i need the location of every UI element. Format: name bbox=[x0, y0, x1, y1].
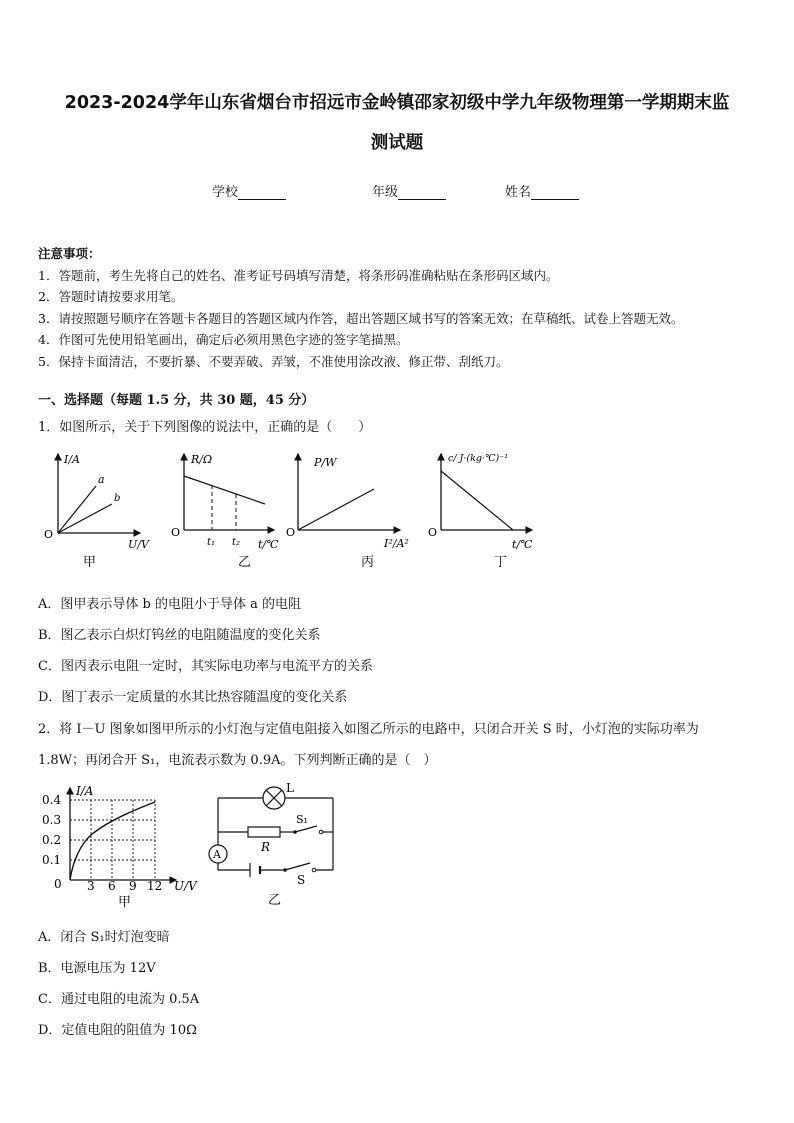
iu-ytick: 0.4 bbox=[42, 793, 62, 807]
ammeter-label: A bbox=[213, 848, 221, 861]
iu-xlabel: U/V bbox=[174, 879, 197, 893]
name-field[interactable] bbox=[505, 181, 579, 200]
resistor-symbol bbox=[248, 827, 280, 837]
q1-graphs bbox=[36, 446, 546, 576]
iu-grid bbox=[70, 800, 155, 880]
school-field[interactable] bbox=[212, 181, 286, 200]
bing-line bbox=[298, 489, 374, 530]
switch-s-label: S bbox=[297, 873, 306, 887]
iu-xtick: 12 bbox=[147, 879, 163, 893]
q1-option-b: B．图乙表示白炽灯钨丝的电阻随温度的变化关系 bbox=[38, 628, 321, 643]
graph-bing bbox=[286, 454, 409, 570]
note-item: 3．请按照题号顺序在答题卡各题目的答题区域内作答，超出答题区域书写的答案无效；在草稿纸、试卷上答题无效。 bbox=[38, 310, 684, 326]
title-line-1: 2023-2024学年山东省烟台市招远市金岭镇邵家初级中学九年级物理第一学期期末监 bbox=[64, 93, 730, 113]
lamp-label: L bbox=[286, 781, 294, 795]
yi-t2: t₂ bbox=[232, 537, 241, 548]
yi-t1: t₁ bbox=[207, 537, 216, 548]
grade-field[interactable] bbox=[372, 181, 446, 200]
jia-xlabel: U/V bbox=[128, 538, 149, 551]
title-line-2: 测试题 bbox=[370, 133, 424, 153]
iu-xtick: 6 bbox=[108, 879, 116, 893]
school-label: 学校 bbox=[212, 185, 239, 200]
bing-xlabel: I²/A² bbox=[384, 537, 409, 550]
switch-s1-label: S₁ bbox=[296, 813, 308, 826]
jia-origin: O bbox=[44, 528, 54, 541]
q2-stem-line-1: 2．将 I－U 图象如图甲所示的小灯泡与定值电阻接入如图乙所示的电路中，只闭合开关 S 时，小灯泡的实际功率为 bbox=[38, 722, 699, 737]
q2-option-c: C．通过电阻的电流为 0.5A bbox=[38, 992, 200, 1007]
resistor-label: R bbox=[261, 840, 271, 854]
ammeter-symbol bbox=[209, 845, 227, 863]
note-item: 2．答题时请按要求用笔。 bbox=[38, 289, 184, 304]
ding-xlabel: t/℃ bbox=[512, 538, 533, 551]
line-a bbox=[58, 486, 96, 533]
yi-xlabel: t/℃ bbox=[258, 538, 279, 551]
q2-iu-graph bbox=[36, 780, 211, 910]
jia-label-b: b bbox=[114, 493, 121, 504]
iu-xtick: 9 bbox=[129, 879, 137, 893]
ding-ylabel: c/ J·(kg·℃)⁻¹ bbox=[448, 453, 509, 464]
q2-circuit bbox=[200, 780, 345, 910]
note-item: 1．答题前，考生先将自己的姓名、准考证号码填写清楚，将条形码准确粘贴在条形码区域内。 bbox=[38, 267, 559, 283]
iu-ytick: 0.2 bbox=[42, 833, 62, 847]
q2-stem-line-2: 1.8W；再闭合开 S₁，电流表示数为 0.9A。下列判断正确的是（ ） bbox=[38, 753, 437, 768]
line-b bbox=[58, 504, 112, 533]
jia-label-a: a bbox=[98, 473, 105, 486]
yi-ylabel: R/Ω bbox=[191, 453, 213, 466]
bing-origin: O bbox=[286, 526, 296, 539]
notes-heading: 注意事项： bbox=[38, 246, 101, 261]
iu-caption: 甲 bbox=[118, 895, 132, 910]
graph-ding bbox=[428, 453, 533, 570]
yi-curve bbox=[184, 476, 265, 504]
iu-xtick: 3 bbox=[87, 879, 95, 893]
iu-origin: 0 bbox=[54, 877, 62, 891]
ding-caption: 丁 bbox=[494, 555, 508, 570]
circuit-caption: 乙 bbox=[268, 893, 282, 908]
graph-yi bbox=[171, 453, 279, 570]
battery-symbol bbox=[250, 863, 260, 877]
section-heading: 一、选择题（每题 1.5 分，共 30 题，45 分） bbox=[38, 393, 315, 408]
iu-ylabel: I/A bbox=[76, 784, 94, 798]
ding-line bbox=[441, 471, 513, 530]
note-item: 5．保持卡面清洁，不要折暴、不要弄破、弄皱，不准使用涂改液、修正带、刮纸刀。 bbox=[38, 353, 509, 369]
q2-option-d: D．定值电阻的阻值为 10Ω bbox=[38, 1023, 197, 1038]
bing-ylabel: P/W bbox=[314, 456, 337, 469]
q1-option-c: C．图丙表示电阻一定时，其实际电功率与电流平方的关系 bbox=[38, 659, 373, 674]
q1-option-a: A．图甲表示导体 b 的电阻小于导体 a 的电阻 bbox=[38, 597, 301, 612]
jia-caption: 甲 bbox=[83, 555, 97, 570]
grade-label: 年级 bbox=[372, 185, 399, 200]
jia-ylabel: I/A bbox=[64, 453, 80, 466]
name-label: 姓名 bbox=[505, 185, 532, 200]
iu-curve bbox=[70, 802, 155, 880]
notes-section bbox=[38, 243, 683, 372]
q2-option-b: B．电源电压为 12V bbox=[38, 961, 156, 976]
note-item: 4．作图可先使用铅笔画出，确定后必须用黑色字迹的签字笔描黑。 bbox=[38, 332, 409, 347]
q1-option-d: D．图丁表示一定质量的水其比热容随温度的变化关系 bbox=[38, 690, 348, 705]
yi-caption: 乙 bbox=[238, 555, 252, 570]
lamp-symbol bbox=[263, 787, 285, 809]
q2-option-a: A．闭合 S₁时灯泡变暗 bbox=[38, 930, 170, 945]
ding-origin: O bbox=[428, 526, 438, 539]
iu-ytick: 0.1 bbox=[42, 853, 62, 867]
yi-origin: O bbox=[171, 526, 181, 539]
q1-stem: 1．如图所示，关于下列图像的说法中，正确的是（ ） bbox=[38, 420, 372, 435]
bing-caption: 丙 bbox=[361, 555, 375, 570]
iu-ytick: 0.3 bbox=[42, 813, 62, 827]
graph-jia bbox=[44, 453, 150, 570]
